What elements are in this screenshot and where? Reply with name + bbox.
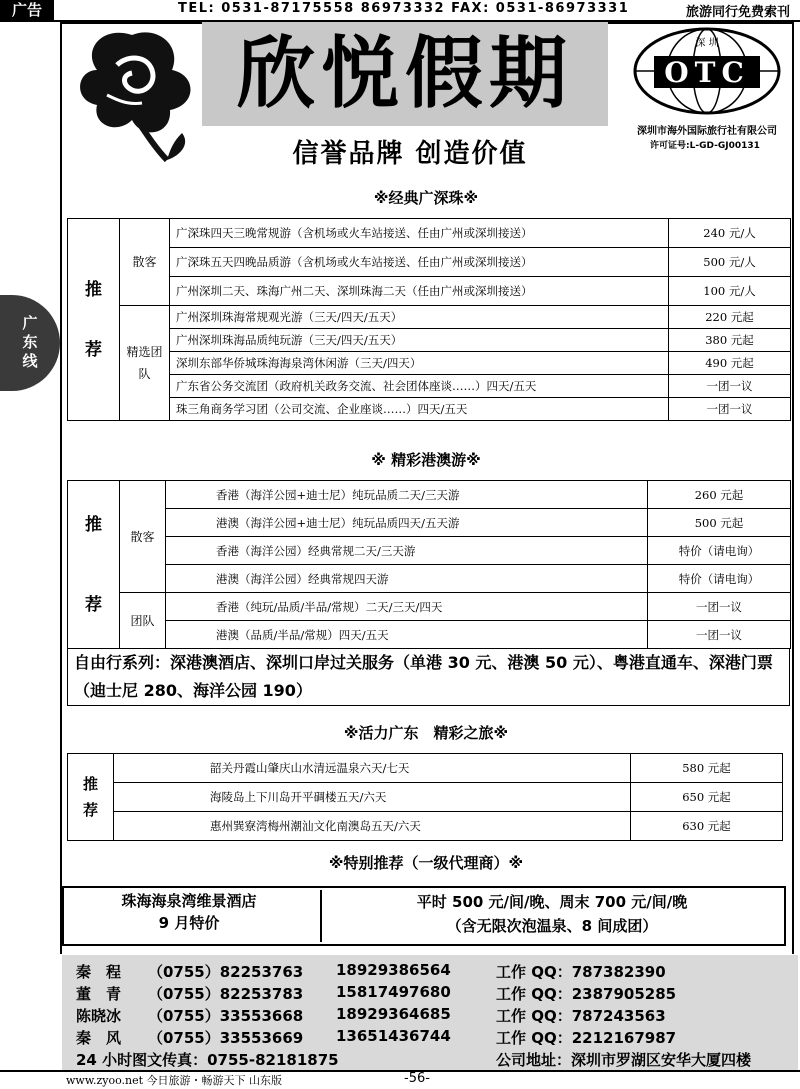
table-row	[68, 481, 791, 509]
tour-price: 一团一议	[669, 375, 791, 398]
table-row	[68, 219, 791, 248]
contact-qq: 工作 QQ：787382390	[496, 963, 666, 981]
tour-name: 广州深圳珠海品质纯玩游（三天/四天/五天）	[170, 329, 669, 352]
section-title-guangdong: ※活力广东 精彩之旅※	[62, 722, 790, 743]
tour-name: 海陵岛上下川岛开平碉楼五天/六天	[114, 783, 631, 812]
catalog-label: 旅游同行免费索刊	[685, 5, 790, 20]
hotel-info	[64, 890, 314, 934]
company-name: 深圳市海外国际旅行社有限公司	[637, 126, 777, 137]
contact-name: 秦 风	[76, 1029, 122, 1047]
contact-qq: 工作 QQ：2387905285	[496, 985, 677, 1003]
tour-price: 500 元起	[648, 509, 791, 537]
category-individual: 散客	[120, 219, 170, 306]
tour-price: 一团一议	[648, 621, 791, 649]
contact-tel: （0755）82253783	[148, 985, 304, 1003]
contact-mobile: 18929364685	[336, 1005, 451, 1023]
tour-price: 100 元/人	[669, 277, 791, 306]
otc-logo-icon	[632, 26, 782, 116]
tour-name: 广东省公务交流团（政府机关政务交流、社会团体座谈……）四天/五天	[170, 375, 669, 398]
tour-price: 一团一议	[648, 593, 791, 621]
contact-qq: 工作 QQ：2212167987	[496, 1029, 677, 1047]
tour-price: 380 元起	[669, 329, 791, 352]
contact-name: 董 青	[76, 985, 122, 1003]
table-row	[68, 277, 791, 306]
tour-name: 珠三角商务学习团（公司交流、企业座谈……）四天/五天	[170, 398, 669, 421]
contact-tel: （0755）33553668	[148, 1007, 304, 1025]
hotel-offer: 9 月特价	[158, 914, 220, 932]
table-row	[68, 248, 791, 277]
fax-line: 24 小时图文传真：0755-82181875	[76, 1051, 339, 1069]
section-title-hk-macau: ※ 精彩港澳游※	[62, 449, 790, 470]
contact-tel: （0755）33553669	[148, 1029, 304, 1047]
table-row	[68, 375, 791, 398]
hotel-price-line1: 平时 500 元/间/晚、周末 700 元/间/晚	[416, 893, 688, 911]
tour-price: 一团一议	[669, 398, 791, 421]
table-row	[68, 509, 791, 537]
classic-tours-table	[67, 218, 791, 421]
tour-price: 特价（请电询）	[648, 565, 791, 593]
brand-title: 欣悦假期	[202, 22, 608, 126]
contact-tel: （0755）82253763	[148, 963, 304, 981]
contacts-panel	[62, 955, 798, 1070]
guangdong-tours-table	[67, 753, 791, 841]
tour-name: 广深珠五天四晚品质游（含机场或火车站接送、任由广州或深圳接送）	[170, 248, 669, 277]
section-title-classic: ※经典广深珠※	[62, 187, 790, 208]
company-address: 公司地址：深圳市罗湖区安华大厦四楼	[496, 1051, 752, 1069]
table-row	[68, 537, 791, 565]
footer-site: www.zyoo.net 今日旅游・畅游天下 山东版	[66, 1074, 283, 1087]
tour-price: 490 元起	[669, 352, 791, 375]
table-row	[68, 812, 791, 841]
contact-name: 陈晓冰	[76, 1007, 122, 1025]
tour-name: 港澳（海洋公园+迪士尼）纯玩品质四天/五天游	[166, 509, 648, 537]
tour-price: 特价（请电询）	[648, 537, 791, 565]
recommend-label: 推 荐	[68, 219, 120, 421]
tour-price: 630 元起	[631, 812, 783, 841]
contact-qq: 工作 QQ：787243563	[496, 1007, 666, 1025]
row-spacer	[783, 812, 791, 841]
tour-name: 惠州巽寮湾梅州潮汕文化南澳岛五天/六天	[114, 812, 631, 841]
flower-logo-icon	[72, 25, 202, 165]
table-row	[68, 783, 791, 812]
slogan: 信誉品牌 创造价值	[292, 139, 528, 169]
tour-name: 港澳（品质/半品/常规）四天/五天	[166, 621, 648, 649]
tour-name: 香港（海洋公园）经典常规二天/三天游	[166, 537, 648, 565]
self-guided-series: 自由行系列：深港澳酒店、深圳口岸过关服务（单港 30 元、港澳 50 元）、粤港直通车、深港门票（迪士尼 280、海洋公园 190）	[67, 649, 790, 706]
contact-name: 秦 程	[76, 963, 122, 981]
table-row	[68, 565, 791, 593]
tour-name: 广深珠四天三晚常规游（含机场或火车站接送、任由广州或深圳接送）	[170, 219, 669, 248]
table-row	[68, 329, 791, 352]
contact-mobile: 15817497680	[336, 983, 451, 1001]
tour-price: 650 元起	[631, 783, 783, 812]
table-row	[68, 621, 791, 649]
table-row	[68, 352, 791, 375]
otc-logo-text: OTC	[664, 56, 750, 89]
hotel-name: 珠海海泉湾维景酒店	[121, 892, 257, 910]
tour-name: 广州深圳珠海常规观光游（三天/四天/五天）	[170, 306, 669, 329]
tour-name: 港澳（海洋公园）经典常规四天游	[166, 565, 648, 593]
tour-name: 香港（纯玩/品质/半品/常规）二天/三天/四天	[166, 593, 648, 621]
otc-logo-small-text: 深 圳	[695, 38, 719, 49]
contact-mobile: 13651436744	[336, 1027, 451, 1045]
hotel-price-line2: （含无限次泡温泉、8 间成团）	[446, 917, 658, 935]
category-individual: 散客	[120, 481, 166, 593]
table-row	[68, 593, 791, 621]
section-title-special: ※特别推荐（一级代理商）※	[62, 852, 790, 873]
tour-name: 深圳东部华侨城珠海海泉湾休闲游（三天/四天）	[170, 352, 669, 375]
table-row	[68, 398, 791, 421]
hk-macau-table	[67, 480, 791, 649]
table-row	[68, 754, 791, 783]
tour-price: 220 元起	[669, 306, 791, 329]
row-spacer	[783, 754, 791, 783]
tour-price: 260 元起	[648, 481, 791, 509]
side-tab-guangdong: 广东线	[0, 295, 60, 391]
table-row	[68, 306, 791, 329]
tour-name: 广州深圳二天、珠海广州二天、深圳珠海二天（任由广州或深圳接送）	[170, 277, 669, 306]
tour-price: 580 元起	[631, 754, 783, 783]
tour-name: 香港（海洋公园+迪士尼）纯玩品质二天/三天游	[166, 481, 648, 509]
page-number: -56-	[404, 1071, 430, 1086]
ad-tag: 广告	[0, 0, 54, 20]
license-number: 许可证号:L-GD-GJ00131	[650, 141, 760, 151]
hotel-price	[320, 890, 782, 942]
agency-contact-line: TEL: 0531-87175558 86973332 FAX: 0531-86973331	[178, 1, 630, 16]
tour-price: 500 元/人	[669, 248, 791, 277]
recommend-label: 推 荐	[68, 481, 120, 649]
category-team: 团队	[120, 593, 166, 649]
contact-mobile: 18929386564	[336, 961, 451, 979]
tour-name: 韶关丹霞山肇庆山水清远温泉六天/七天	[114, 754, 631, 783]
tour-price: 240 元/人	[669, 219, 791, 248]
row-spacer	[783, 783, 791, 812]
recommend-label: 推 荐	[68, 754, 114, 841]
category-select-team: 精选团队	[120, 306, 170, 421]
